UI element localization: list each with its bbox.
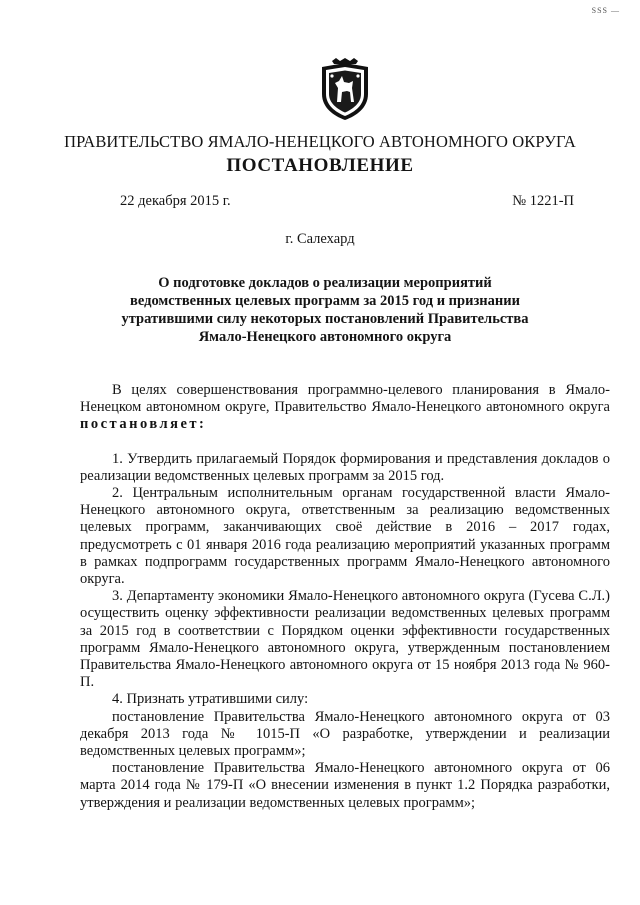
corner-mark: SSS —: [591, 6, 620, 15]
item-2: 2. Центральным исполнительным органам государственной власти Ямало-Ненецкого автономного округа, ответственным за реализацию ведомственных целевых программ, заканчивающих своё действие в 2016 – 2017 годах, предусмотреть с 01 января 2016 года реализацию мероприятий указанных программ в рамках подпрограмм государственных программ Ямало-Ненецкого автономного округа.: [80, 485, 610, 588]
document-body: [80, 382, 610, 812]
intro-paragraph: [80, 382, 610, 434]
coat-of-arms-emblem: [316, 58, 374, 122]
item-4-subitem-2: постановление Правительства Ямало-Ненецкого автономного округа от 06 марта 2014 года № 179-П «О внесении изменения в пункт 1.2 Порядка разработки, утверждения и реализации ведомственных целевых программ»;: [80, 760, 610, 811]
document-city: г. Салехард: [285, 231, 355, 247]
government-title: ПРАВИТЕЛЬСТВО ЯМАЛО-НЕНЕЦКОГО АВТОНОМНОГО ОКРУГА: [64, 132, 576, 151]
intro-text: В целях совершенствования программно-целевого планирования в Ямало-Ненецком автономном округе, Правительство Ямало-Ненецкого автономного округа: [80, 382, 610, 416]
document-date: 22 декабря 2015 г.: [120, 193, 231, 209]
document-type: ПОСТАНОВЛЕНИЕ: [226, 155, 414, 176]
item-1: 1. Утвердить прилагаемый Порядок формирования и представления докладов о реализации ведомственных целевых программ за 2015 год.: [80, 450, 610, 484]
item-4-subitem-1: постановление Правительства Ямало-Ненецкого автономного округа от 03 декабря 2013 года № 1015-П «О разработке, утверждении и реализации ведомственных целевых программ»;: [80, 708, 610, 760]
item-3: 3. Департаменту экономики Ямало-Ненецкого автономного округа (Гусева С.Л.) осуществить оценку эффективности реализации ведомственных целевых программ за 2015 год в соответствии с Порядком оценки эффективности государственных программ Ямало-Ненецкого автономного округа, утвержденным постановлением Правительства Ямало-Ненецкого автономного округа от 15 ноября 2013 года № 960-П.: [80, 588, 610, 691]
document-number: № 1221-П: [512, 193, 574, 209]
document-heading: О подготовке докладов о реализации мероприятий ведомственных целевых программ за 2015 год и признании утратившими силу некоторых постановлений Правительства Ямало-Ненецкого автономного округа: [121, 275, 529, 345]
decree-word: постановляет:: [80, 416, 207, 433]
item-4: 4. Признать утратившими силу:: [112, 691, 309, 708]
